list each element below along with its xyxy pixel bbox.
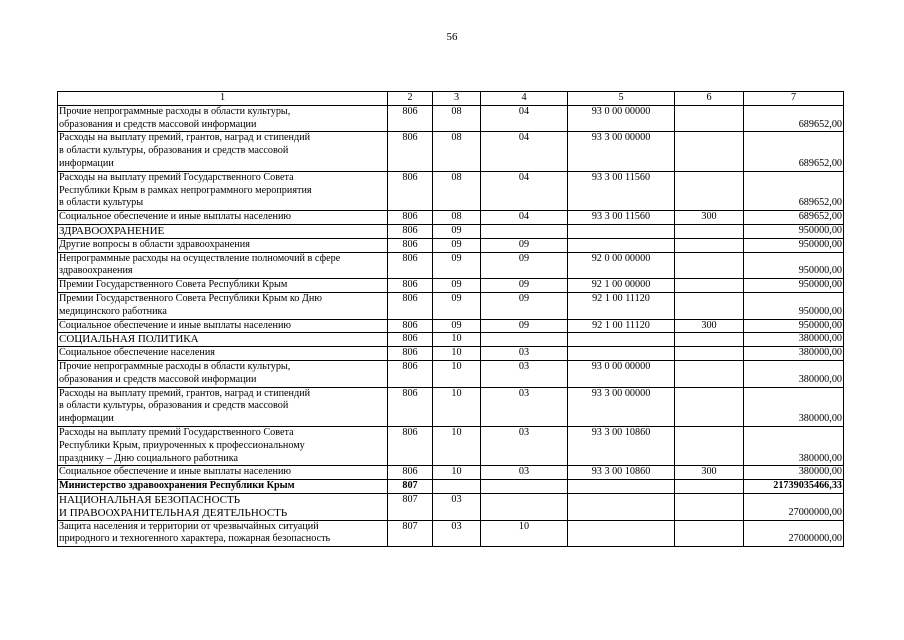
row-amount-cell: 380000,00: [744, 333, 844, 347]
row-subsection-cell: 09: [481, 279, 568, 293]
row-code-cell: 806: [388, 360, 433, 387]
row-code-cell: 806: [388, 466, 433, 480]
row-section-cell: 08: [433, 171, 481, 210]
page-number: 56: [446, 31, 458, 43]
row-code-cell: 806: [388, 387, 433, 426]
row-code-cell: 807: [388, 480, 433, 494]
table-row: [58, 105, 844, 132]
row-type-cell: [675, 360, 744, 387]
row-section-cell: 09: [433, 238, 481, 252]
row-amount-cell: 380000,00: [744, 466, 844, 480]
row-name-cell: Другие вопросы в области здравоохранения: [58, 238, 388, 252]
row-name-cell: ЗДРАВООХРАНЕНИЕ: [58, 224, 388, 238]
row-section-cell: 10: [433, 333, 481, 347]
row-name-cell: НАЦИОНАЛЬНАЯ БЕЗОПАСНОСТЬ И ПРАВООХРАНИТЕЛЬНАЯ ДЕЯТЕЛЬНОСТЬ: [58, 493, 388, 520]
budget-table: [57, 91, 844, 547]
table-row: [58, 292, 844, 319]
row-name-cell: Расходы на выплату премий, грантов, наград и стипендий в области культуры, образования и средств массовой информации: [58, 387, 388, 426]
row-target-cell: 93 3 00 00000: [568, 132, 675, 171]
row-name-cell: Непрограммные расходы на осуществление полномочий в сфере здравоохранения: [58, 252, 388, 279]
row-target-cell: 92 1 00 00000: [568, 279, 675, 293]
header-cell: 3: [433, 92, 481, 106]
row-subsection-cell: 03: [481, 360, 568, 387]
row-type-cell: 300: [675, 211, 744, 225]
row-target-cell: [568, 333, 675, 347]
row-name-cell: Защита населения и территории от чрезвычайных ситуаций природного и техногенного характера, пожарная безопасность: [58, 520, 388, 547]
row-target-cell: 93 0 00 00000: [568, 105, 675, 132]
row-section-cell: [433, 480, 481, 494]
row-subsection-cell: 03: [481, 347, 568, 361]
header-row: [58, 92, 844, 106]
row-subsection-cell: 03: [481, 387, 568, 426]
row-amount-cell: 950000,00: [744, 238, 844, 252]
table-row: [58, 279, 844, 293]
row-name-cell: Социальное обеспечение и иные выплаты населению: [58, 466, 388, 480]
row-name-cell: Расходы на выплату премий, грантов, наград и стипендий в области культуры, образования и средств массовой информации: [58, 132, 388, 171]
row-subsection-cell: 04: [481, 132, 568, 171]
row-code-cell: 806: [388, 333, 433, 347]
row-amount-cell: 950000,00: [744, 224, 844, 238]
row-name-cell: Расходы на выплату премий Государственного Совета Республики Крым в рамках непрограммного мероприятия в области культуры: [58, 171, 388, 210]
row-target-cell: [568, 520, 675, 547]
row-section-cell: 08: [433, 211, 481, 225]
row-amount-cell: 689652,00: [744, 171, 844, 210]
table-row: [58, 347, 844, 361]
table-row: [58, 132, 844, 171]
row-target-cell: 93 3 00 11560: [568, 171, 675, 210]
row-section-cell: 09: [433, 224, 481, 238]
header-cell: 7: [744, 92, 844, 106]
row-section-cell: 10: [433, 466, 481, 480]
row-code-cell: 807: [388, 520, 433, 547]
row-target-cell: [568, 493, 675, 520]
row-amount-cell: 27000000,00: [744, 520, 844, 547]
row-section-cell: 09: [433, 252, 481, 279]
row-target-cell: 92 1 00 11120: [568, 319, 675, 333]
table-row: [58, 387, 844, 426]
table-row: [58, 319, 844, 333]
row-target-cell: [568, 347, 675, 361]
row-type-cell: 300: [675, 466, 744, 480]
row-section-cell: 09: [433, 292, 481, 319]
row-name-cell: Расходы на выплату премий Государственного Совета Республики Крым, приуроченных к профессиональному празднику – Дню социального работника: [58, 426, 388, 465]
header-cell: 4: [481, 92, 568, 106]
row-type-cell: [675, 105, 744, 132]
row-target-cell: 93 3 00 11560: [568, 211, 675, 225]
row-amount-cell: 380000,00: [744, 426, 844, 465]
row-name-cell: Премии Государственного Совета Республики Крым ко Дню медицинского работника: [58, 292, 388, 319]
row-name-cell: СОЦИАЛЬНАЯ ПОЛИТИКА: [58, 333, 388, 347]
table-row: [58, 426, 844, 465]
row-name-cell: Прочие непрограммные расходы в области культуры, образования и средств массовой информации: [58, 105, 388, 132]
row-code-cell: 806: [388, 238, 433, 252]
row-subsection-cell: [481, 333, 568, 347]
row-target-cell: 93 0 00 00000: [568, 360, 675, 387]
row-type-cell: 300: [675, 319, 744, 333]
row-amount-cell: 950000,00: [744, 279, 844, 293]
row-name-cell: Социальное обеспечение и иные выплаты населению: [58, 319, 388, 333]
row-subsection-cell: 03: [481, 426, 568, 465]
row-section-cell: 09: [433, 319, 481, 333]
row-subsection-cell: 04: [481, 211, 568, 225]
row-amount-cell: 689652,00: [744, 132, 844, 171]
row-code-cell: 806: [388, 426, 433, 465]
row-subsection-cell: [481, 493, 568, 520]
row-section-cell: 10: [433, 360, 481, 387]
row-type-cell: [675, 387, 744, 426]
row-type-cell: [675, 171, 744, 210]
row-section-cell: 09: [433, 279, 481, 293]
row-section-cell: 03: [433, 520, 481, 547]
row-section-cell: 10: [433, 426, 481, 465]
row-code-cell: 806: [388, 279, 433, 293]
row-code-cell: 806: [388, 105, 433, 132]
row-subsection-cell: [481, 480, 568, 494]
row-code-cell: 806: [388, 319, 433, 333]
row-amount-cell: 27000000,00: [744, 493, 844, 520]
row-subsection-cell: 10: [481, 520, 568, 547]
row-target-cell: [568, 224, 675, 238]
row-type-cell: [675, 333, 744, 347]
row-amount-cell: 21739035466,33: [744, 480, 844, 494]
row-code-cell: 806: [388, 252, 433, 279]
row-section-cell: 10: [433, 387, 481, 426]
row-type-cell: [675, 493, 744, 520]
row-type-cell: [675, 132, 744, 171]
row-amount-cell: 380000,00: [744, 387, 844, 426]
row-subsection-cell: 04: [481, 105, 568, 132]
row-name-cell: Социальное обеспечение и иные выплаты населению: [58, 211, 388, 225]
row-type-cell: [675, 238, 744, 252]
row-amount-cell: 689652,00: [744, 105, 844, 132]
row-type-cell: [675, 520, 744, 547]
row-name-cell: Премии Государственного Совета Республики Крым: [58, 279, 388, 293]
row-type-cell: [675, 279, 744, 293]
row-name-cell: Прочие непрограммные расходы в области культуры, образования и средств массовой информации: [58, 360, 388, 387]
table-body: [58, 92, 844, 547]
row-code-cell: 806: [388, 171, 433, 210]
table-row: [58, 252, 844, 279]
table-row: [58, 466, 844, 480]
row-code-cell: 806: [388, 347, 433, 361]
header-cell: 2: [388, 92, 433, 106]
table-row: [58, 171, 844, 210]
row-amount-cell: 950000,00: [744, 292, 844, 319]
row-target-cell: [568, 238, 675, 252]
row-target-cell: 92 1 00 11120: [568, 292, 675, 319]
row-section-cell: 08: [433, 105, 481, 132]
header-cell: 1: [58, 92, 388, 106]
row-section-cell: 10: [433, 347, 481, 361]
row-subsection-cell: 03: [481, 466, 568, 480]
row-target-cell: [568, 480, 675, 494]
row-type-cell: [675, 252, 744, 279]
row-amount-cell: 689652,00: [744, 211, 844, 225]
row-type-cell: [675, 347, 744, 361]
row-subsection-cell: 09: [481, 238, 568, 252]
table-row: [58, 480, 844, 494]
row-type-cell: [675, 480, 744, 494]
row-target-cell: 92 0 00 00000: [568, 252, 675, 279]
row-amount-cell: 950000,00: [744, 319, 844, 333]
row-target-cell: 93 3 00 00000: [568, 387, 675, 426]
row-target-cell: 93 3 00 10860: [568, 466, 675, 480]
row-subsection-cell: 09: [481, 252, 568, 279]
row-type-cell: [675, 224, 744, 238]
row-type-cell: [675, 426, 744, 465]
row-amount-cell: 950000,00: [744, 252, 844, 279]
row-subsection-cell: [481, 224, 568, 238]
row-name-cell: Социальное обеспечение населения: [58, 347, 388, 361]
header-cell: 6: [675, 92, 744, 106]
table-row: [58, 520, 844, 547]
row-type-cell: [675, 292, 744, 319]
row-target-cell: 93 3 00 10860: [568, 426, 675, 465]
table-row: [58, 333, 844, 347]
row-section-cell: 08: [433, 132, 481, 171]
table-row: [58, 493, 844, 520]
header-cell: 5: [568, 92, 675, 106]
table-row: [58, 238, 844, 252]
table-row: [58, 211, 844, 225]
row-amount-cell: 380000,00: [744, 347, 844, 361]
row-subsection-cell: 09: [481, 319, 568, 333]
row-code-cell: 807: [388, 493, 433, 520]
table-row: [58, 224, 844, 238]
row-code-cell: 806: [388, 211, 433, 225]
row-subsection-cell: 04: [481, 171, 568, 210]
row-section-cell: 03: [433, 493, 481, 520]
row-code-cell: 806: [388, 132, 433, 171]
table-row: [58, 360, 844, 387]
row-name-cell: Министерство здравоохранения Республики Крым: [58, 480, 388, 494]
row-amount-cell: 380000,00: [744, 360, 844, 387]
row-code-cell: 806: [388, 224, 433, 238]
row-subsection-cell: 09: [481, 292, 568, 319]
row-code-cell: 806: [388, 292, 433, 319]
